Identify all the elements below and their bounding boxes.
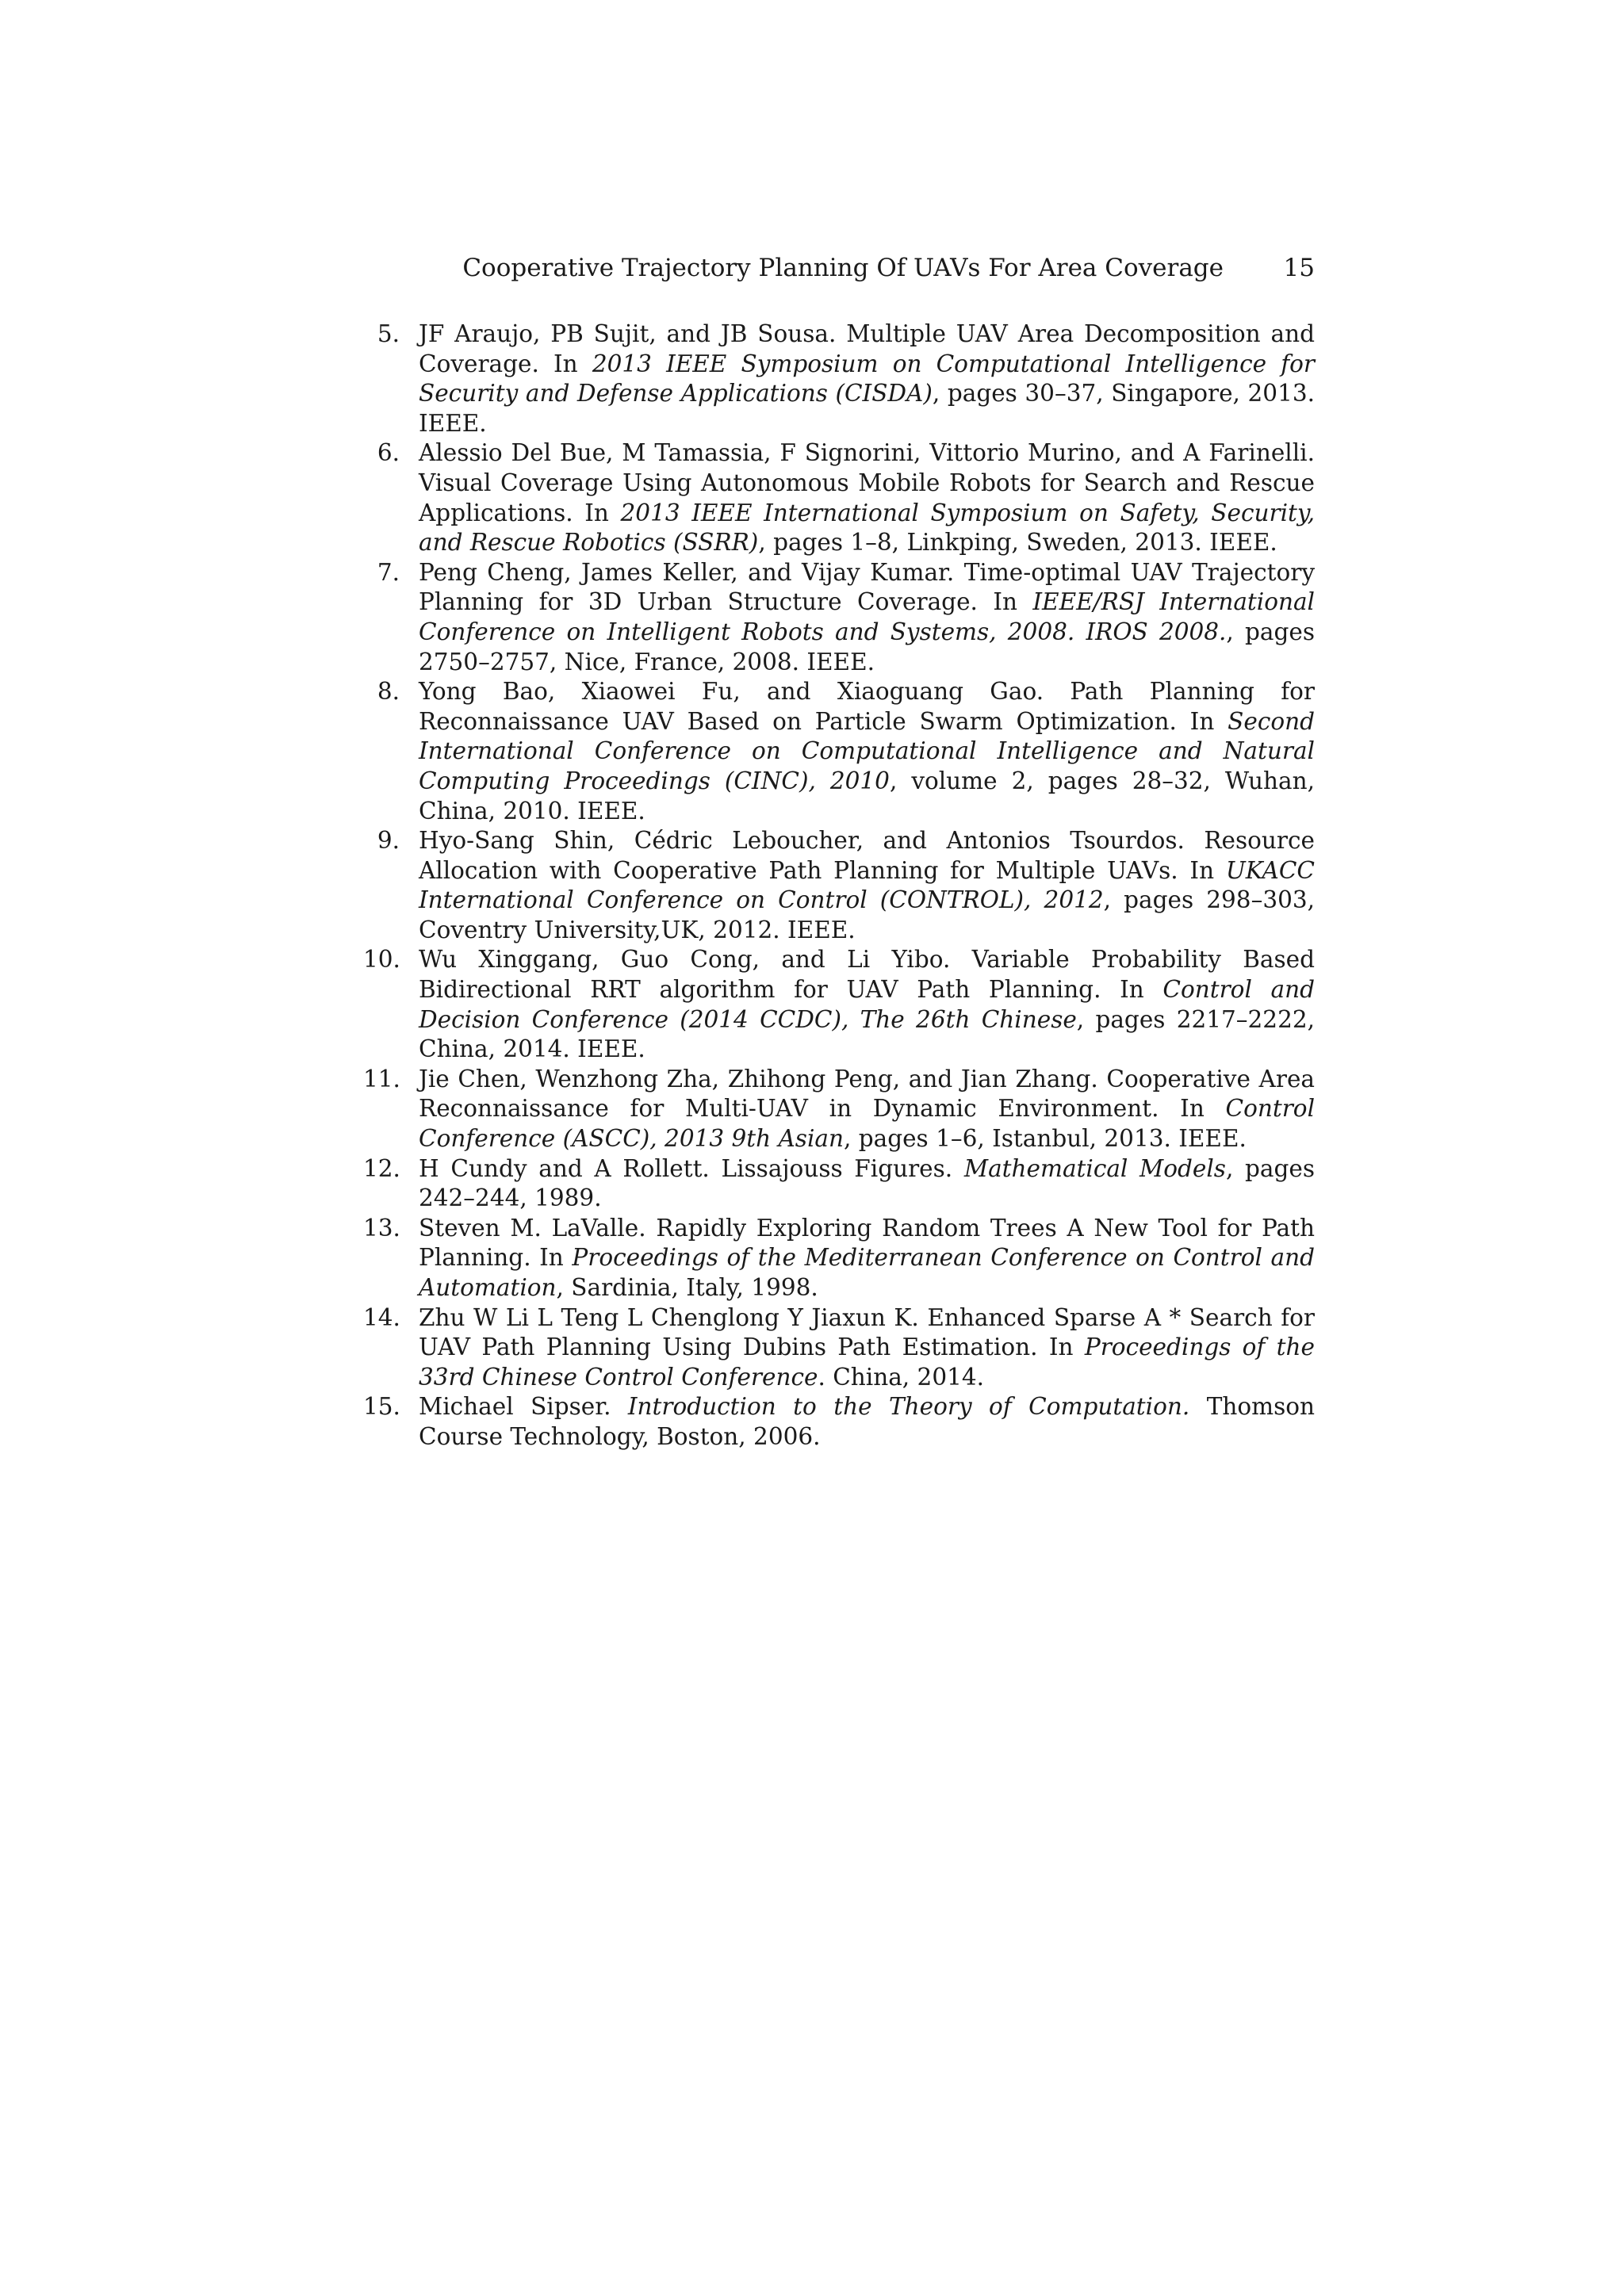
reference-details: , pages 242–244, 1989. [419,1154,1315,1212]
reference-details: , pages 1–8, Linkping, Sweden, 2013. IEEE. [758,529,1277,557]
reference-venue: 2013 IEEE International Symposium on Safety, Security, and Rescue Robotics (SSRR) [419,499,1315,557]
reference-number: 10. [363,946,400,974]
reference-number: 6. [377,439,400,467]
reference-item [363,1154,1315,1214]
reference-number: 9. [377,827,400,855]
reference-item [373,558,1315,677]
reference-item [373,438,1315,557]
reference-venue: Mathematical Models [963,1154,1226,1182]
reference-item [363,1392,1315,1452]
page-number: 15 [1283,254,1315,282]
reference-details: Thomson Course Technology, Boston, 2006. [419,1393,1315,1450]
reference-number: 5. [377,320,400,347]
reference-item [363,1303,1315,1393]
reference-details: . China, 2014. [818,1363,985,1391]
reference-number: 7. [377,558,400,586]
reference-venue: UKACC International Conference on Control (CONTROL), 2012 [419,856,1315,914]
reference-number: 11. [363,1065,400,1093]
reference-item [373,826,1315,945]
reference-authors-title: Wu Xinggang, Guo Cong, and Li Yibo. Variable Probability Based Bidirectional RRT algorithm for UAV Path Planning. In [419,946,1315,1004]
reference-item [363,1214,1315,1303]
reference-item [373,320,1315,438]
reference-details: , pages 2217–2222, China, 2014. IEEE. [419,1005,1315,1063]
reference-authors-title: Alessio Del Bue, M Tamassia, F Signorini, Vittorio Murino, and A Farinelli. Visual Coverage Using Autonomous Mobile Robots for Search and Rescue Applications. In [419,439,1315,526]
reference-number: 13. [363,1214,400,1242]
reference-authors-title: Yong Bao, Xiaowei Fu, and Xiaoguang Gao. Path Planning for Reconnaissance UAV Based on Particle Swarm Optimization. In [419,678,1315,735]
reference-venue: Proceedings of the Mediterranean Conference on Control and Automation [419,1244,1315,1301]
reference-item [363,1065,1315,1154]
reference-venue: Introduction to the Theory of Computation. [627,1393,1190,1421]
reference-authors-title: H Cundy and A Rollett. Lissajouss Figures. [419,1154,964,1182]
running-head [373,251,1315,285]
reference-number: 12. [363,1154,400,1182]
reference-authors-title: Michael Sipser. [419,1393,628,1421]
reference-venue: Proceedings of the 33rd Chinese Control Conference [419,1334,1315,1391]
reference-authors-title: Steven M. LaValle. Rapidly Exploring Random Trees A New Tool for Path Planning. In [419,1214,1315,1272]
reference-details: , volume 2, pages 28–32, Wuhan, China, 2010. IEEE. [419,767,1315,825]
reference-details: , pages 2750–2757, Nice, France, 2008. IEEE. [419,618,1315,675]
reference-details: , pages 1–6, Istanbul, 2013. IEEE. [843,1125,1247,1153]
reference-authors-title: Hyo-Sang Shin, Cédric Leboucher, and Antonios Tsourdos. Resource Allocation with Cooperative Path Planning for Multiple UAVs. In [419,827,1315,884]
reference-details: , pages 30–37, Singapore, 2013. IEEE. [419,380,1315,437]
reference-authors-title: Jie Chen, Wenzhong Zha, Zhihong Peng, and Jian Zhang. Cooperative Area Reconnaissance for Multi-UAV in Dynamic Environment. In [419,1065,1315,1123]
reference-venue: 2013 IEEE Symposium on Computational Intelligence for Security and Defense Applications (CISDA) [419,350,1315,408]
reference-authors-title: JF Araujo, PB Sujit, and JB Sousa. Multiple UAV Area Decomposition and Coverage. In [419,320,1315,377]
reference-authors-title: Zhu W Li L Teng L Chenglong Y Jiaxun K. Enhanced Sparse A * Search for UAV Path Planning Using Dubins Path Estimation. In [419,1303,1315,1361]
reference-venue: Control and Decision Conference (2014 CCDC), The 26th Chinese [419,976,1315,1033]
reference-number: 15. [363,1393,400,1421]
reference-details: , Sardinia, Italy, 1998. [556,1274,818,1301]
reference-venue: Control Conference (ASCC), 2013 9th Asian [419,1095,1315,1153]
reference-number: 14. [363,1303,400,1331]
reference-details: , pages 298–303, Coventry University,UK, 2012. IEEE. [419,886,1315,943]
reference-authors-title: Peng Cheng, James Keller, and Vijay Kumar. Time-optimal UAV Trajectory Planning for 3D Urban Structure Coverage. In [419,558,1315,616]
reference-venue: IEEE/RSJ International Conference on Intelligent Robots and Systems, 2008. IROS 2008. [419,588,1315,645]
reference-item [363,945,1315,1064]
running-title: Cooperative Trajectory Planning Of UAVs For Area Coverage [462,254,1224,282]
reference-item [373,677,1315,826]
reference-venue: Second International Conference on Computational Intelligence and Natural Computing Proceedings (CINC), 2010 [419,707,1315,794]
reference-number: 8. [377,678,400,706]
reference-list [363,320,1315,1452]
